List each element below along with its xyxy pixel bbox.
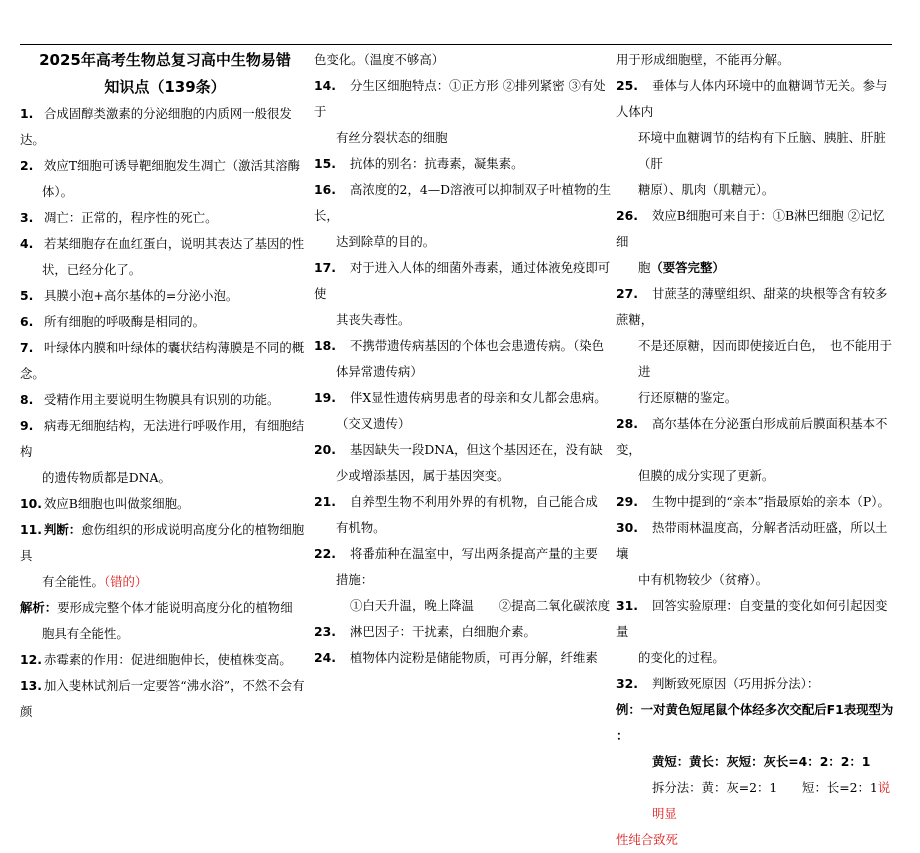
list-item	[616, 827, 896, 853]
list-item	[20, 101, 310, 153]
item-number: 4.	[20, 236, 34, 251]
document-title	[20, 47, 310, 101]
list-item	[314, 619, 612, 645]
list-item	[616, 697, 896, 749]
list-item	[20, 595, 310, 647]
item-text: 加入斐林试剂后一定要答“沸水浴”，不然不会有颜	[20, 678, 305, 719]
item-text: ①白天升温，晚上降温 ②提高二氧化碳浓度	[350, 598, 611, 613]
item-text: 热带雨林温度高，分解者活动旺盛，所以土壤	[616, 520, 888, 561]
list-item	[314, 177, 612, 255]
item-number: 7.	[20, 340, 34, 355]
item-text: 回答实验原理：自变量的变化如何引起因变量	[616, 598, 888, 639]
list-item	[314, 255, 612, 333]
item-text: 叶绿体内膜和叶绿体的囊状结构薄膜是不同的概念。	[20, 340, 305, 381]
item-continuation	[314, 411, 612, 437]
list-item	[314, 385, 612, 437]
item-continuation	[616, 645, 896, 671]
item-continuation	[314, 125, 612, 151]
list-item	[20, 647, 310, 673]
list-item	[20, 491, 310, 517]
item-number: 28.	[616, 416, 638, 431]
item-text: 若某细胞存在血红蛋白，说明其表达了基因的性	[44, 236, 305, 251]
item-number: 9.	[20, 418, 34, 433]
item-text: 糖原）、肌肉（肌糖元）。	[638, 182, 775, 197]
item-text: 有机物。	[336, 520, 386, 535]
item-number: 29.	[616, 494, 638, 509]
list-item	[314, 73, 612, 151]
list-item	[616, 203, 896, 281]
list-item	[314, 151, 612, 177]
item-text: 要形成完整个体才能说明高度分化的植物细	[57, 600, 293, 615]
item-number: 3.	[20, 210, 34, 225]
column-2	[314, 47, 612, 671]
item-text: 的变化的过程。	[638, 650, 725, 665]
list-item	[314, 541, 612, 593]
item-number: 5.	[20, 288, 34, 303]
item-number: 32.	[616, 676, 638, 691]
column-3	[616, 47, 896, 853]
item-number: 25.	[616, 78, 638, 93]
item-text: 用于形成细胞壁，不能再分解。	[616, 52, 790, 67]
item-continuation	[314, 229, 612, 255]
item-lead-label: 例：	[616, 702, 641, 717]
item-text: 生物中提到的“亲本”指最原始的亲本（P）。	[652, 494, 890, 509]
item-continuation	[616, 385, 896, 411]
item-text: 措施：	[336, 572, 374, 587]
item-text: 自养型生物不利用外界的有机物，自己能合成	[350, 494, 598, 509]
item-number: 24.	[314, 650, 336, 665]
item-number: 22.	[314, 546, 336, 561]
item-text: 有丝分裂状态的细胞	[336, 130, 448, 145]
list-item	[616, 411, 896, 489]
item-number: 21.	[314, 494, 336, 509]
bold-text: 一对黄色短尾鼠个体经多次交配后F1表现型为 ：	[616, 702, 894, 743]
item-text: 合成固醇类激素的分泌细胞的内质网一般很发达。	[20, 106, 292, 147]
item-continuation	[20, 569, 310, 595]
item-text: 所有细胞的呼吸酶是相同的。	[44, 314, 206, 329]
item-text: 效应B细胞可来自于：①B淋巴细胞 ②记忆细	[616, 208, 885, 249]
item-text: 体异常遗传病）	[336, 364, 423, 379]
item-number: 23.	[314, 624, 336, 639]
item-number: 19.	[314, 390, 336, 405]
item-text: 高尔基体在分泌蛋白形成前后膜面积基本不变，	[616, 416, 888, 457]
item-text: 甘蔗茎的薄壁组织、甜菜的块根等含有较多蔗糖，	[616, 286, 888, 327]
red-note: （错的）	[103, 574, 148, 589]
list-item	[20, 517, 310, 595]
item-continuation	[616, 125, 896, 177]
item-text: 植物体内淀粉是储能物质，可再分解，纤维素	[350, 650, 598, 665]
list-item	[314, 437, 612, 489]
item-continuation	[314, 359, 612, 385]
item-number: 10.	[20, 496, 42, 511]
list-item	[20, 205, 310, 231]
item-text: 但膜的成分实现了更新。	[638, 468, 775, 483]
item-text: 将番茄种在温室中，写出两条提高产量的主要	[350, 546, 598, 561]
item-text: 病毒无细胞结构，无法进行呼吸作用，有细胞结构	[20, 418, 305, 459]
list-item	[20, 413, 310, 491]
item-number: 18.	[314, 338, 336, 353]
item-text: 体）。	[42, 184, 73, 199]
item-text: 淋巴因子：干扰素，白细胞介素。	[350, 624, 536, 639]
list-item	[20, 673, 310, 725]
item-continuation	[314, 463, 612, 489]
list-item	[616, 489, 896, 515]
item-text: 对于进入人体的细菌外毒素，通过体液免疫即可使	[314, 260, 611, 301]
top-rule	[20, 44, 892, 45]
item-text: 效应B细胞也叫做浆细胞。	[44, 496, 190, 511]
red-note: 性纯合致死	[616, 832, 678, 847]
item-text: 状，已经分化了。	[42, 262, 142, 277]
item-number: 17.	[314, 260, 336, 275]
item-number: 15.	[314, 156, 336, 171]
item-text: 不携带遗传病基因的个体也会患遗传病。（染色	[350, 338, 605, 353]
item-text: 受精作用主要说明生物膜具有识别的功能。	[44, 392, 280, 407]
item-continuation	[20, 621, 310, 647]
list-item	[314, 47, 612, 73]
list-item	[314, 489, 612, 541]
item-number: 2.	[20, 158, 34, 173]
list-item	[616, 47, 896, 73]
item-continuation	[314, 567, 612, 593]
item-text: 的遗传物质都是DNA。	[42, 470, 171, 485]
item-number: 11.	[20, 522, 42, 537]
item-text: 达到除草的目的。	[336, 234, 436, 249]
item-text: 胞	[638, 260, 651, 275]
item-text: 判断致死原因（巧用拆分法）：	[652, 676, 820, 691]
item-continuation	[20, 179, 310, 205]
item-text: 不是还原糖，因而即使接近白色， 也不能用于进	[638, 338, 893, 379]
list-item	[20, 335, 310, 387]
list-item	[616, 593, 896, 671]
item-text: （交叉遗传）	[336, 416, 411, 431]
item-text: 胞具有全能性。	[42, 626, 129, 641]
item-text: 拆分法：黄：灰=2：1 短：长=2：1	[652, 780, 878, 795]
list-item	[616, 749, 896, 775]
title-line-1: 2025年高考生物总复习高中生物易错	[39, 51, 291, 69]
red-note: 说明显	[652, 780, 891, 821]
item-text: 有全能性。	[42, 574, 104, 589]
item-continuation	[616, 255, 896, 281]
list-item	[20, 231, 310, 283]
item-text: 基因缺失一段DNA，但这个基因还在，没有缺	[350, 442, 603, 457]
item-text: 具膜小泡+高尔基体的=分泌小泡。	[44, 288, 239, 303]
list-item	[314, 593, 612, 619]
item-text: 抗体的别名：抗毒素，凝集素。	[350, 156, 524, 171]
item-text: 其丧失毒性。	[336, 312, 411, 327]
item-continuation	[20, 465, 310, 491]
list-item	[616, 281, 896, 411]
item-number: 26.	[616, 208, 638, 223]
item-text: 少或增添基因，属于基因突变。	[336, 468, 510, 483]
item-continuation	[616, 333, 896, 385]
item-continuation	[20, 257, 310, 283]
bold-text: 黄短：黄长：灰短：灰长=4：2：2：1	[652, 754, 871, 769]
item-number: 12.	[20, 652, 42, 667]
item-text: 环境中血糖调节的结构有下丘脑、胰脏、肝脏（肝	[638, 130, 886, 171]
item-text: 赤霉素的作用：促进细胞伸长，使植株变高。	[44, 652, 292, 667]
item-number: 30.	[616, 520, 638, 535]
item-lead-label: 解析：	[20, 600, 58, 615]
item-number: 31.	[616, 598, 638, 613]
item-text: 垂体与人体内环境中的血糖调节无关。参与人体内	[616, 78, 888, 119]
item-number: 27.	[616, 286, 638, 301]
item-text: 高浓度的2，4—D溶液可以抑制双子叶植物的生长，	[314, 182, 612, 223]
list-item	[20, 283, 310, 309]
list-item	[616, 775, 896, 827]
list-item	[314, 333, 612, 385]
item-text: 愈伤组织的形成说明高度分化的植物细胞具	[20, 522, 305, 563]
item-continuation	[314, 307, 612, 333]
item-text: 色变化。（温度不够高）	[314, 52, 445, 67]
list-item	[314, 645, 612, 671]
item-number: 16.	[314, 182, 336, 197]
list-item	[20, 153, 310, 205]
list-item	[616, 515, 896, 593]
item-lead-label: 判断：	[44, 522, 82, 537]
list-item	[616, 671, 896, 697]
item-text: 行还原糖的鉴定。	[638, 390, 738, 405]
bold-note: （要答完整）	[650, 260, 725, 275]
column-1	[20, 47, 310, 725]
item-continuation	[616, 463, 896, 489]
item-continuation	[616, 177, 896, 203]
item-continuation	[616, 567, 896, 593]
item-text: 效应T细胞可诱导靶细胞发生凋亡（激活其溶酶	[44, 158, 301, 173]
item-number: 1.	[20, 106, 34, 121]
item-number: 6.	[20, 314, 34, 329]
item-number: 13.	[20, 678, 42, 693]
item-number: 8.	[20, 392, 34, 407]
list-item	[616, 73, 896, 203]
list-item	[20, 387, 310, 413]
item-text: 中有机物较少（贫瘠）。	[638, 572, 769, 587]
item-text: 分生区细胞特点：①正方形 ②排列紧密 ③有处于	[314, 78, 606, 119]
title-line-2: 知识点（139条）	[104, 78, 226, 96]
item-continuation	[314, 515, 612, 541]
item-number: 14.	[314, 78, 336, 93]
item-number: 20.	[314, 442, 336, 457]
item-text: 凋亡：正常的，程序性的死亡。	[44, 210, 218, 225]
item-text: 伴X显性遗传病男患者的母亲和女儿都会患病。	[350, 390, 607, 405]
list-item	[20, 309, 310, 335]
